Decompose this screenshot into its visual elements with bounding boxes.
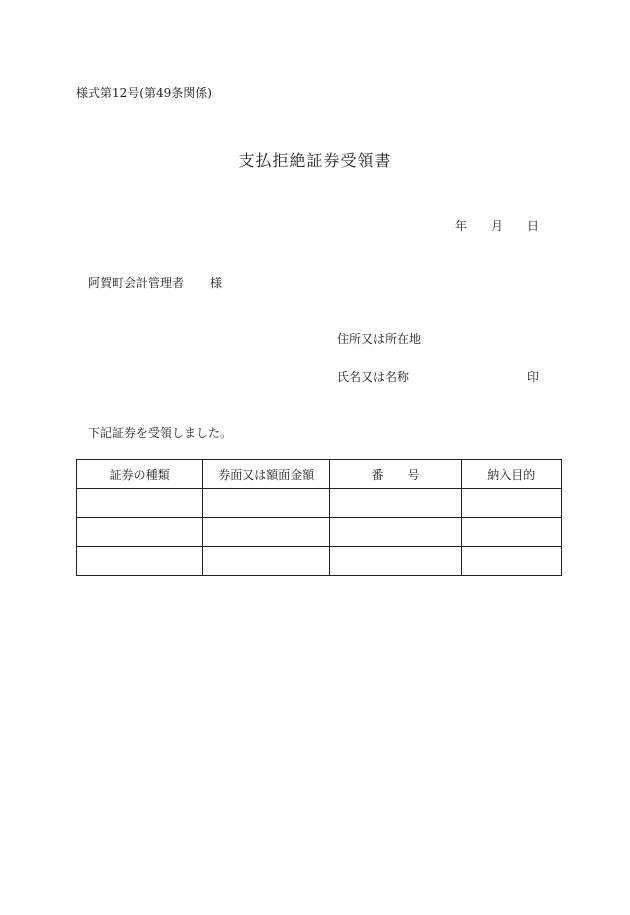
table-row bbox=[77, 547, 562, 576]
header-number: 番 号 bbox=[330, 460, 461, 489]
table-cell bbox=[461, 518, 561, 547]
table-cell bbox=[77, 518, 203, 547]
table-row bbox=[77, 518, 562, 547]
securities-table bbox=[76, 459, 562, 576]
name-label: 氏名又は名称 bbox=[337, 370, 410, 384]
table-cell bbox=[203, 547, 330, 576]
header-purpose: 納入目的 bbox=[461, 460, 561, 489]
table-cell bbox=[330, 547, 461, 576]
date-year-label: 年 bbox=[455, 219, 468, 233]
table-cell bbox=[77, 547, 203, 576]
addressee bbox=[88, 274, 222, 291]
date-day-label: 日 bbox=[527, 219, 540, 233]
form-number: 様式第12号(第49条関係) bbox=[76, 86, 212, 100]
table-cell bbox=[461, 547, 561, 576]
header-face-value: 券面又は額面金額 bbox=[203, 460, 330, 489]
addressee-honorific: 様 bbox=[210, 276, 223, 290]
table-cell bbox=[330, 518, 461, 547]
seal-label: 印 bbox=[527, 370, 540, 384]
header-security-type: 証券の種類 bbox=[77, 460, 203, 489]
address-label: 住所又は所在地 bbox=[337, 332, 422, 346]
table-cell bbox=[330, 489, 461, 518]
receipt-statement: 下記証券を受領しました。 bbox=[88, 426, 233, 440]
table-cell bbox=[203, 518, 330, 547]
table-cell bbox=[77, 489, 203, 518]
date-month-label: 月 bbox=[491, 219, 504, 233]
table-row bbox=[77, 489, 562, 518]
table-header-row bbox=[77, 460, 562, 489]
date-row bbox=[455, 217, 539, 234]
document-title: 支払拒絶証券受領書 bbox=[238, 151, 392, 170]
addressee-name: 阿賀町会計管理者 bbox=[88, 276, 185, 290]
table-cell bbox=[203, 489, 330, 518]
table-cell bbox=[461, 489, 561, 518]
